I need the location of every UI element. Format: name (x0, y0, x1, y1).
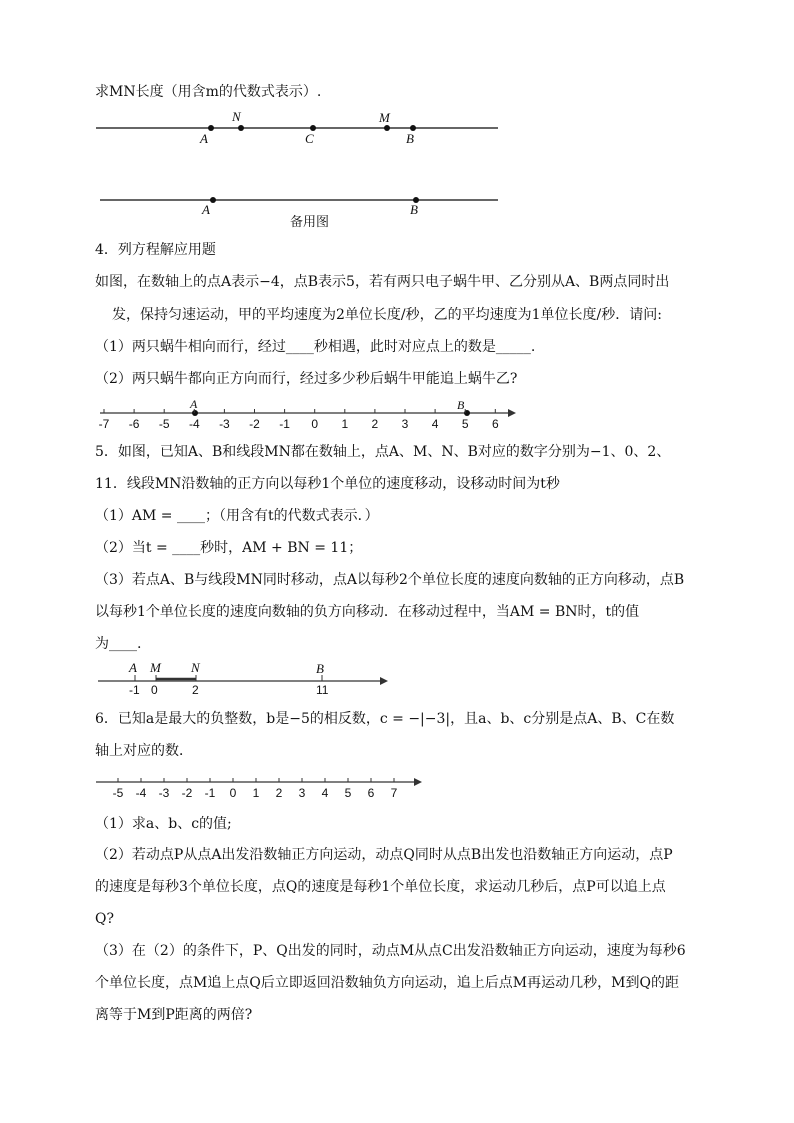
axis-tick-label: 2 (371, 417, 379, 431)
axis-tick-label: 6 (367, 786, 375, 800)
problem5-question1: （1）AM = ____；（用含有t的代数式表示．） (95, 508, 379, 524)
problem4-text-line1: 如图，在数轴上的点A表示−4，点B表示5，若有两只电子蜗牛甲、乙分别从A、B两点同时出 (95, 274, 670, 290)
problem4-question2: （2）两只蜗牛都向正方向而行，经过多少秒后蜗牛甲能追上蜗牛乙? (95, 371, 518, 387)
label-c: C (305, 131, 314, 146)
problem4-text-line2: 发，保持匀速运动，甲的平均速度为2单位长度/秒，乙的平均速度为1单位长度/秒．请问: (112, 307, 662, 323)
axis-tick-label: 5 (344, 786, 352, 800)
axis-tick-label: 2 (275, 786, 283, 800)
problem6-question3-line1: （3）在（2）的条件下，P、Q出发的同时，动点M从点C出发沿数轴正方向运动，速度为每秒6 (95, 943, 686, 959)
problem6-question3-line2: 个单位长度，点M追上点Q后立即返回沿数轴负方向运动，追上后点M再运动几秒，M到Q的距 (95, 975, 679, 991)
label-b: B (406, 131, 414, 146)
axis-tick-label: -5 (112, 786, 124, 800)
value-n: 2 (192, 683, 199, 697)
label-b: B (316, 661, 324, 676)
problem6-question2-line2: 的速度是每秒3个单位长度，点Q的速度是每秒1个单位长度，求运动几秒后，点P可以追上点 (95, 879, 666, 895)
problem4-question1: （1）两只蜗牛相向而行，经过____秒相遇，此时对应点上的数是_____. (95, 339, 536, 355)
label-m: M (150, 660, 161, 675)
problem3-tail-text: 求MN长度（用含m的代数式表示）. (95, 84, 322, 100)
problem6-question3-line3: 离等于M到P距离的两倍? (95, 1007, 253, 1023)
problem6-question2-line3: Q? (95, 911, 114, 927)
problem5-question3-line1: （3）若点A、B与线段MN同时移动，点A以每秒2个单位长度的速度向数轴的正方向移动，点B (95, 572, 685, 588)
figure-caption: 备用图 (290, 214, 330, 229)
axis-tick-label: -1 (204, 786, 216, 800)
problem6-text-line1: 6．已知a是最大的负整数，b是−5的相反数，c = −|−3|，且a、b、c分别是点A、B、C在数 (95, 711, 675, 727)
axis-tick-label: -5 (158, 417, 170, 431)
label-a: A (200, 131, 208, 146)
problem5-text-line1: 5．如图，已知A、B和线段MN都在数轴上，点A、M、N、B对应的数字分别为−1、0、2、 (95, 444, 671, 460)
axis-tick-label: 3 (401, 417, 409, 431)
axis-tick-label: -4 (188, 417, 200, 431)
problem5-question3-line3: 为____. (95, 636, 142, 652)
axis-tick-label: -6 (128, 417, 140, 431)
label-b: B (457, 398, 465, 412)
axis-tick-label: -4 (135, 786, 147, 800)
axis-arrow (414, 778, 422, 786)
value-m: 0 (151, 683, 158, 697)
problem6-question2-line1: （2）若动点P从点A出发沿数轴正方向运动，动点Q同时从点B出发也沿数轴正方向运动，点P (95, 847, 673, 863)
axis-tick-label: -7 (98, 417, 110, 431)
problem6-question1: （1）求a、b、c的值; (95, 816, 232, 832)
axis-tick-label: -2 (249, 417, 260, 431)
axis-tick-label: 0 (311, 417, 319, 431)
axis-tick-label: 1 (341, 417, 349, 431)
axis-tick-label: 1 (252, 786, 260, 800)
axis-tick-label: 6 (491, 417, 499, 431)
problem5-text-line2: 11．线段MN沿数轴的正方向以每秒1个单位的速度移动，设移动时间为t秒 (95, 476, 560, 492)
label-a: A (129, 660, 137, 675)
problem6-text-line2: 轴上对应的数． (95, 743, 193, 759)
label-n: N (232, 109, 241, 124)
problem4-title: 4．列方程解应用题 (95, 242, 216, 258)
label-a: A (202, 202, 210, 217)
label-n: N (191, 660, 200, 675)
label-b: B (410, 202, 418, 217)
problem5-question2: （2）当t = ____秒时，AM + BN = 11； (95, 540, 363, 556)
label-m: M (379, 110, 390, 125)
axis-tick-label: -2 (181, 786, 193, 800)
axis-tick-label: 3 (298, 786, 306, 800)
axis-tick-label: 7 (390, 786, 398, 800)
axis-tick-label: 4 (431, 417, 439, 431)
value-b: 11 (316, 683, 329, 697)
axis-tick-label: 5 (461, 417, 469, 431)
value-a: -1 (129, 683, 140, 697)
axis-tick-label: -3 (158, 786, 170, 800)
axis-tick-label: -3 (219, 417, 230, 431)
label-a: A (190, 397, 198, 411)
axis-tick-label: -1 (279, 417, 290, 431)
axis-tick-label: 4 (321, 786, 329, 800)
problem5-question3-line2: 以每秒1个单位长度的速度向数轴的负方向移动．在移动过程中，当AM = BN时，t的值 (95, 604, 640, 620)
axis-tick-label: 0 (229, 786, 237, 800)
